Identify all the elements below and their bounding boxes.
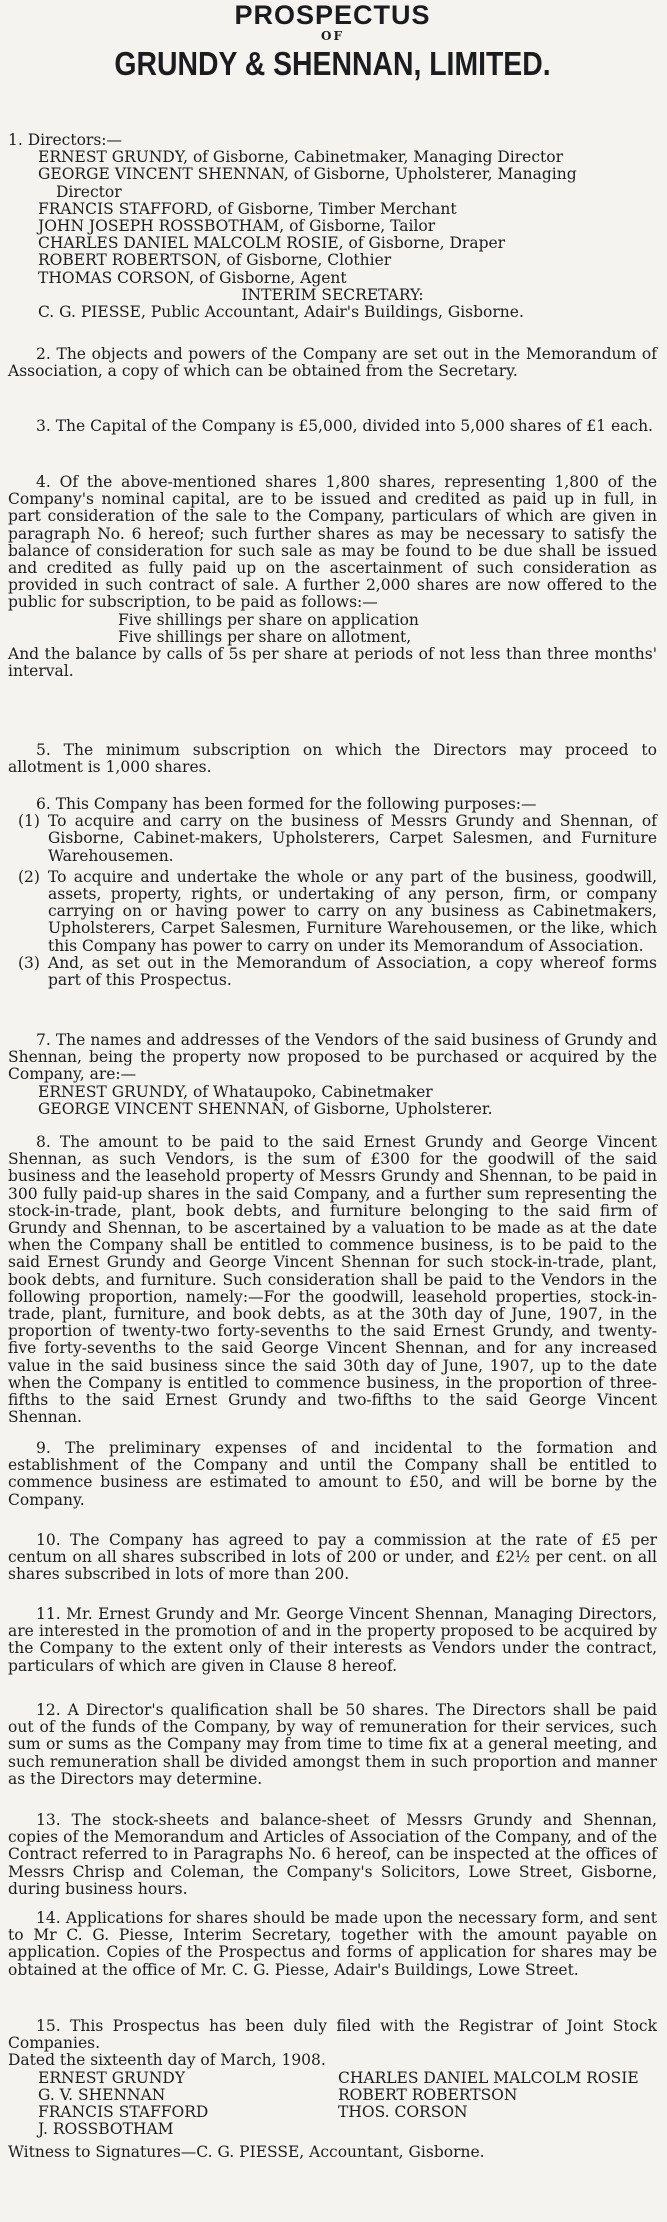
paragraph-11 [8, 1606, 657, 1675]
vendor-line: GEORGE VINCENT SHENNAN, of Gisborne, Upholsterer. [38, 1099, 493, 1118]
paragraph-9-text: 9. The preliminary expenses of and incidental to the formation and establishment of the Company and until the Company shall be entitled to commence business are estimated to amount to £50, and will be borne by the Company. [8, 1439, 657, 1509]
director-line: ERNEST GRUNDY, of Gisborne, Cabinetmaker, Managing Director [38, 148, 563, 167]
paragraph-3 [8, 418, 657, 435]
prospectus-title: PROSPECTUS [234, 0, 431, 30]
paragraph-15-text: 15. This Prospectus has been duly filed with the Registrar of Joint Stock Companies. [8, 2017, 657, 2053]
paragraph-10-text: 10. The Company has agreed to pay a commission at the rate of £5 per centum on all shares subscribed in lots of 200 or under, and £2½ per cent. on all shares subscribed in lots of more than 200. [8, 1531, 657, 1584]
paragraph-8 [8, 1134, 657, 1426]
list-item: (3) And, as set out in the Memorandum of Association, a copy whereof forms part of this Prospectus. [18, 953, 657, 990]
list-item: (1) To acquire and carry on the business of Messrs Grundy and Shennan, of Gisborne, Cabinet-makers, Upholsterers, Carpet Salesmen, and Furniture Warehousemen. [18, 812, 657, 865]
paragraph-5-text: 5. The minimum subscription on which the Directors may proceed to allotment is 1,000 shares. [8, 741, 657, 777]
paragraph-13-text: 13. The stock-sheets and balance-sheet of Messrs Grundy and Shennan, copies of the Memorandum and Articles of Association of the Company, and of the Contract referred to in Paragraphs No. 6 hereof, can be inspected at the offices of Messrs Chrisp and Coleman, the Company's Solicitors, Lowe Street, Gisborne, during business hours. [8, 1811, 657, 1898]
paragraph-4-text: 4. Of the above-mentioned shares 1,800 shares, representing 1,800 of the Company's nominal capital, are to be issued and credited as paid up in full, in part consideration of the sale to the Company, particulars of which are given in paragraph No. 6 hereof; such further shares as may be necessary to satisfy the balance of consideration for such sale as may be found to be due shall be issued and credited as fully paid up on the ascertainment of such consideration as provided in such contract of sale. A further 2,000 shares are now offered to the public for subscription, to be paid as follows:— [8, 473, 657, 612]
paragraph-11-text: 11. Mr. Ernest Grundy and Mr. George Vincent Shennan, Managing Directors, are interested in the promotion of and in the property proposed to be acquired by the Company to the extent only of their interests as Vendors under the contract, particulars of which are given in Clause 8 hereof. [8, 1605, 657, 1675]
director-line: THOMAS CORSON, of Gisborne, Agent [38, 268, 347, 287]
paragraph-7-text: 7. The names and addresses of the Vendors of the said business of Grundy and Shennan, being the property now proposed to be purchased or acquired by the Company, are:— [8, 1031, 657, 1084]
paragraph-2-text: 2. The objects and powers of the Company are set out in the Memorandum of Association, a copy of which can be obtained from the Secretary. [8, 345, 657, 381]
paragraph-6-intro: 6. This Company has been formed for the following purposes:— [36, 795, 537, 813]
signature-block [8, 2070, 657, 2139]
witness-line: Witness to Signatures—C. G. PIESSE, Accountant, Gisborne. [8, 2143, 485, 2162]
directors-heading: 1. Directors:— [8, 131, 123, 149]
director-line: GEORGE VINCENT SHENNAN, of Gisborne, Upholsterer, Managing [38, 165, 577, 184]
paragraph-10 [8, 1532, 657, 1584]
director-line: Director [56, 182, 122, 201]
director-line: JOHN JOSEPH ROSSBOTHAM, of Gisborne, Tailor [38, 217, 436, 236]
secretary-line: C. G. PIESSE, Public Accountant, Adair's Buildings, Gisborne. [38, 303, 524, 322]
paragraph-2 [8, 346, 657, 380]
signature: THOS. CORSON [338, 2103, 468, 2122]
secretary-heading: INTERIM SECRETARY: [241, 285, 424, 304]
director-line: ROBERT ROBERTSON, of Gisborne, Clothier [38, 251, 392, 270]
paragraph-12-text: 12. A Director's qualification shall be 50 shares. The Directors shall be paid out of the funds of the Company, by way of remuneration for their services, such sum or sums as the Company may from time to time fix at a general meeting, and such remuneration shall be divided amongst them in such proportion and manner as the Directors may determine. [8, 1701, 657, 1788]
signature: ERNEST GRUNDY [38, 2068, 186, 2087]
paragraph-14 [8, 1910, 657, 1979]
company-name: GRUNDY & SHENNAN, LIMITED. [114, 45, 551, 82]
payment-line: Five shillings per share on allotment, [118, 627, 412, 646]
director-line: CHARLES DANIEL MALCOLM ROSIE, of Gisborne, Draper [38, 234, 506, 253]
paragraph-13 [8, 1812, 657, 1898]
signature: FRANCIS STAFFORD [38, 2103, 209, 2122]
paragraph-4 [8, 474, 657, 680]
vendor-line: ERNEST GRUNDY, of Whataupoko, Cabinetmaker [38, 1082, 433, 1101]
paragraph-9 [8, 1440, 657, 1509]
list-item: (2) To acquire and undertake the whole or any part of the business, goodwill, assets, property, rights, or undertaking of any person, firm, or company carrying on or having power to carry on any business as Cabinetmakers, Upholsterers, Carpet Salesmen, Furniture Warehousemen, or the like, which this Company has power to carry on under its Memorandum of Association. [18, 867, 657, 955]
signature: ROBERT ROBERTSON [338, 2085, 518, 2104]
signature: CHARLES DANIEL MALCOLM ROSIE [338, 2068, 639, 2087]
signature: G. V. SHENNAN [38, 2085, 166, 2104]
signature: J. ROSSBOTHAM [38, 2120, 174, 2139]
paragraph-14-text: 14. Applications for shares should be made upon the necessary form, and sent to Mr C. G. Piesse, Interim Secretary, together with the amount payable on application. Copies of the Prospectus and forms of application for shares may be obtained at the office of Mr. C. G. Piesse, Adair's Buildings, Lowe Street. [8, 1909, 657, 1979]
paragraph-8-text: 8. The amount to be paid to the said Ernest Grundy and George Vincent Shennan, as such Vendors, is the sum of £300 for the goodwill of the said business and the leasehold property of Messrs Grundy and Shennan, to be paid in 300 fully paid-up shares in the said Company, and a further sum representing the stock-in-trade, plant, book debts, and furniture belonging to the said firm of Grundy and Shennan, to be ascertained by a valuation to be made as at the date when the Company shall be entitled to commence business, is to be paid to the said Ernest Grundy and George Vincent Shennan for such stock-in-trade, plant, book debts, and furniture. Such consideration shall be paid to the Vendors in the following proportion, namely:—For the goodwill, leasehold properties, stock-in-trade, plant, furniture, and book debts, as at the 30th day of June, 1907, in the proportion of twenty-two forty-sevenths to the said Ernest Grundy, and twenty-five forty-sevenths to the said George Vincent Shennan, and for any increased value in the said business since the said 30th day of June, 1907, up to the date when the Company is entitled to commence business, in the proportion of three-fifths to the said Ernest Grundy and two-fifths to the said George Vincent Shennan. [8, 1133, 657, 1427]
dated-line: Dated the sixteenth day of March, 1908. [8, 2051, 326, 2070]
paragraph-3-text: 3. The Capital of the Company is £5,000, divided into 5,000 shares of £1 each. [36, 417, 653, 435]
paragraph-5 [8, 742, 657, 776]
paragraph-6 [8, 796, 657, 989]
directors-section [8, 132, 657, 321]
payment-line: Five shillings per share on application [118, 610, 419, 629]
paragraph-4-balance: And the balance by calls of 5s per share at periods of not less than three months' interval. [8, 645, 657, 681]
director-line: FRANCIS STAFFORD, of Gisborne, Timber Merchant [38, 199, 457, 218]
of-label: OF [321, 29, 344, 43]
paragraph-7 [8, 1032, 657, 1118]
paragraph-12 [8, 1702, 657, 1788]
paragraph-15 [8, 2018, 657, 2162]
